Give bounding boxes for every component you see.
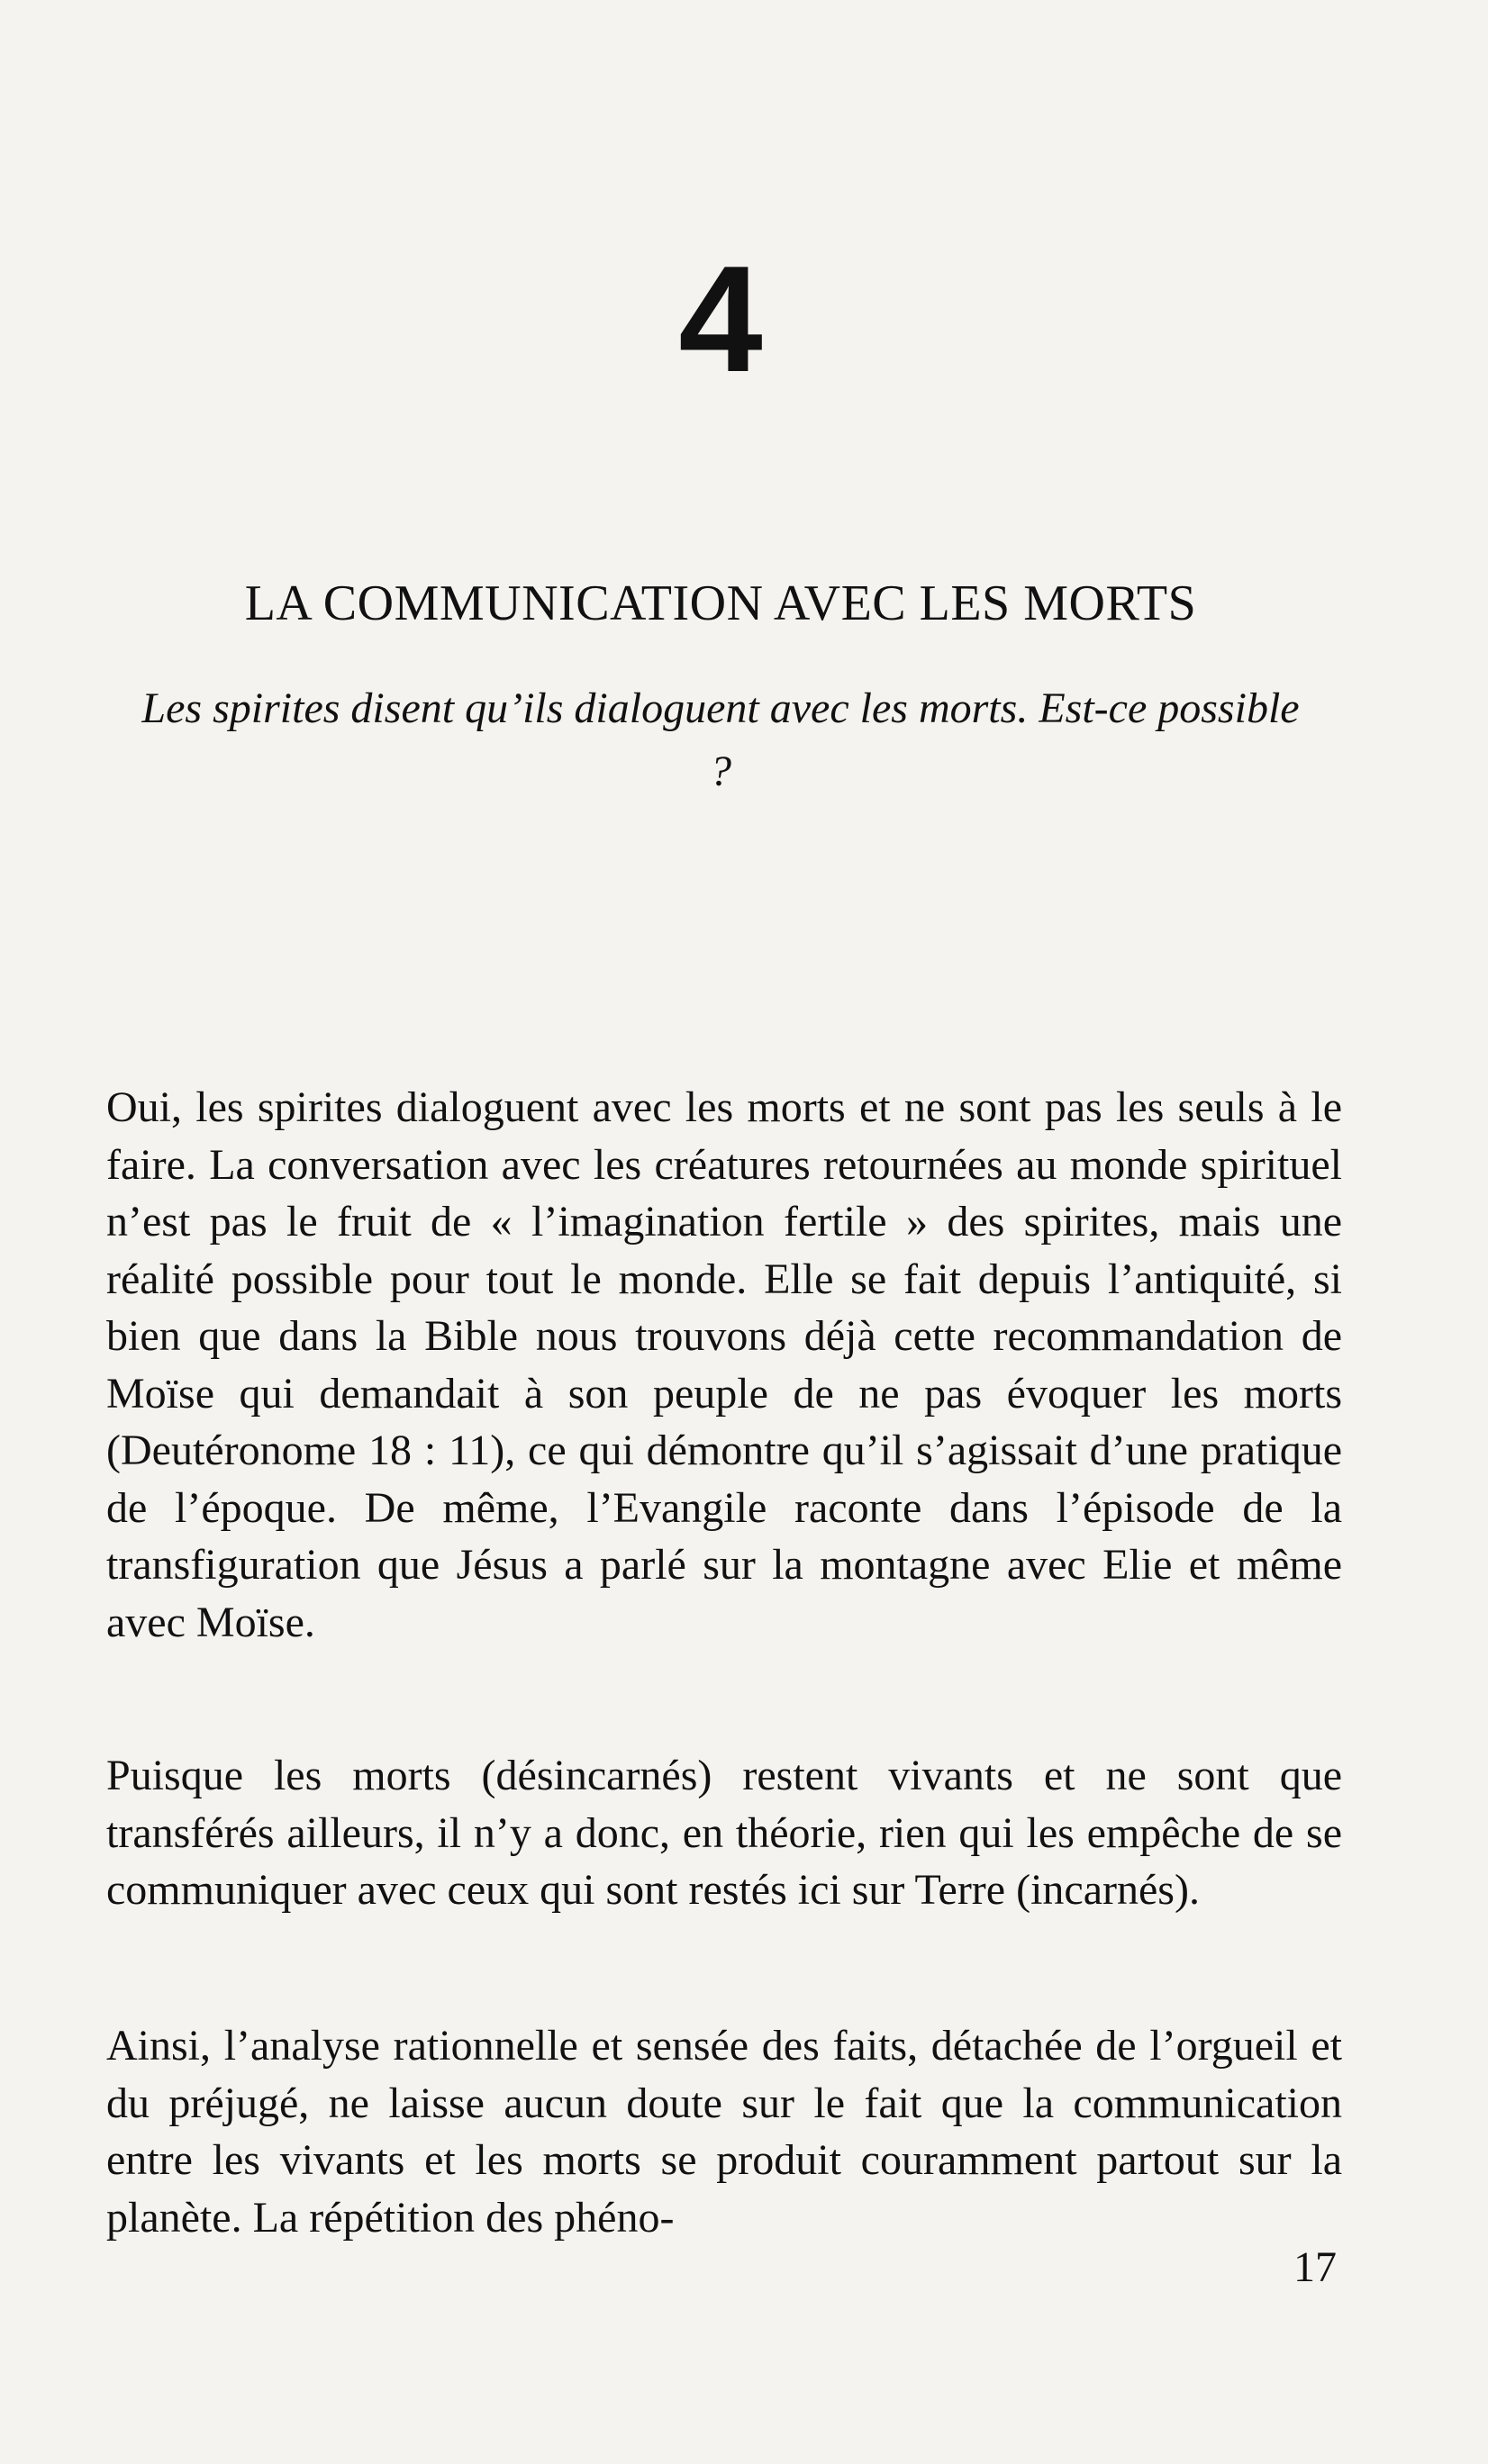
body-paragraph: Puisque les morts (désincarnés) restent vivants et ne sont que transférés ailleurs, il n’y a donc, en théorie, rien qui les empêche de se communiquer avec ceux qui sont restés ici sur Terre (incarnés). [106, 1752, 1342, 1914]
chapter-number: 4 [678, 234, 763, 403]
chapter-title: LA COMMUNICATION AVEC LES MORTS [244, 575, 1197, 631]
body-paragraph: Oui, les spirites dialoguent avec les morts et ne sont pas les seuls à le faire. La conversation avec les créatures retournées au monde spirituel n’est pas le fruit de « l’imagination fertile » des spirites, mais une réalité possible pour tout le monde. Elle se fait depuis l’antiquité, si bien que dans la Bible nous trouvons déjà cette recommandation de Moïse qui demandait à son peuple de ne pas évoquer les morts (Deutéronome 18 : 11), ce qui démontre qu’il s’agissait d’une pratique de l’époque. De même, l’Evangile raconte dans l’épisode de la transfiguration que Jésus a parlé sur la montagne avec Elie et même avec Moïse. [106, 1083, 1342, 1646]
chapter-question: Les spirites disent qu’ils dialoguent avec les morts. Est-ce possible ? [141, 684, 1300, 795]
body-paragraph: Ainsi, l’analyse rationnelle et sensée des faits, détachée de l’orgueil et du préjugé, ne laisse aucun doute sur le fait que la communication entre les vivants et les morts se produit couramment partout sur la planète. La répétition des phéno- [106, 2022, 1342, 2242]
page-number: 17 [1293, 2243, 1337, 2291]
